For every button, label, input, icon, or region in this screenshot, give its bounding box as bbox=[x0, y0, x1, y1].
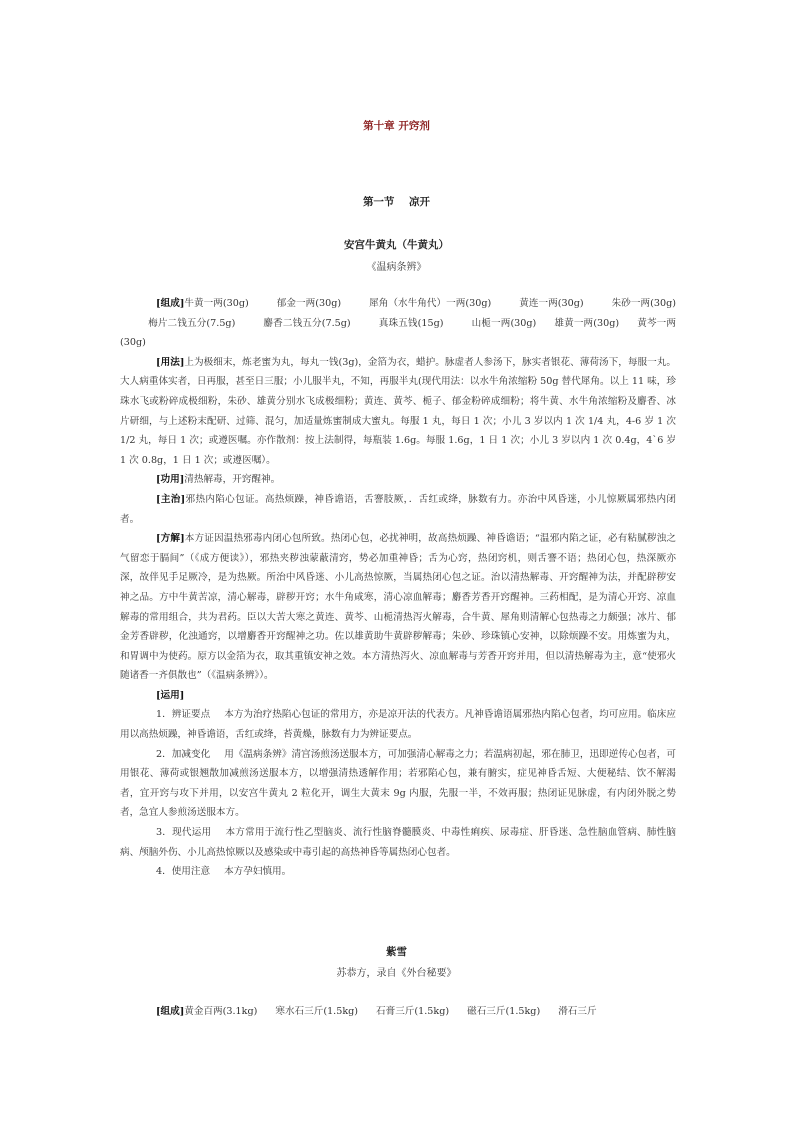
usage-text: 上为极细末，炼老蜜为丸，每丸一钱(3g)，金箔为衣，蜡护。脉虚者人参汤下，脉实者银花、薄荷汤下，每服一丸。大人病重体实者，日再服，甚至日三服；小儿服半丸，不知，再服半丸(现代用法：以水牛角浓缩粉 50g 替代犀角。以上 11 味，珍珠水飞或粉碎成极细粉，朱砂、雄黄分别水飞成极细粉；黄连、黄芩、栀子、郁金粉碎成细粉；将牛黄、水牛角浓缩粉及麝香、冰片研细，与上述粉末配研、过筛、混匀，加适量炼蜜制成大蜜丸。每服 1 丸，每日 1 次；小儿 3 岁以内 1 次 1/4 丸，4-6 岁 1 次 1/2 丸，每日 1 次；或遵医嘱。亦作散剂：按上法制得，每瓶装 1.6g。每服 1.6g，1 日 1 次；小儿 3 岁以内 1 次 0.4g，4`6 岁 1 次 0.8g，1 日 1 次；或遵医嘱）。 bbox=[120, 356, 676, 466]
ingredient: 麝香二钱五分(7.5g) bbox=[263, 317, 351, 329]
application-heading bbox=[120, 686, 676, 706]
formula-title: 安宫牛黄丸（牛黄丸） bbox=[344, 239, 449, 251]
analysis-label: [方解] bbox=[156, 533, 185, 545]
ingredient: 雄黄一两(30g) bbox=[554, 317, 620, 329]
usage-label: [用法] bbox=[156, 356, 185, 368]
application-item-num: 2．加减变化 bbox=[156, 748, 211, 760]
analysis-paragraph bbox=[120, 529, 676, 686]
ingredient: 梅片二钱五分(7.5g) bbox=[148, 317, 236, 329]
usage-paragraph bbox=[120, 353, 676, 471]
indication-paragraph bbox=[120, 490, 676, 529]
application-item-text: 本方常用于流行性乙型脑炎、流行性脑脊髓膜炎、中毒性痢疾、尿毒症、肝昏迷、急性脑血管病、肺性脑病、颅脑外伤、小儿高热惊厥以及感染或中毒引起的高热神昏等属热闭心包者。 bbox=[120, 827, 676, 858]
ingredient: 黄连一两(30g) bbox=[519, 298, 584, 309]
formula2-source: 苏恭方，录自《外台秘要》 bbox=[336, 968, 457, 979]
ingredient: 黄金百两(3.1kg) bbox=[184, 1006, 258, 1017]
ingredient: 滑石三斤 bbox=[558, 1006, 597, 1017]
ingredient: 牛黄一两(30g) bbox=[184, 298, 249, 309]
ingredient: 郁金一两(30g) bbox=[276, 298, 342, 309]
composition-label: [组成] bbox=[156, 298, 185, 309]
application-item bbox=[120, 745, 676, 823]
chapter-title: 第十章 开窍剂 bbox=[363, 120, 430, 132]
section-title: 第一节 凉开 bbox=[362, 196, 431, 208]
composition-paragraph bbox=[120, 294, 676, 353]
formula2-body bbox=[120, 1002, 676, 1022]
effect-paragraph bbox=[120, 470, 676, 490]
ingredient: 寒水石三斤(1.5kg) bbox=[275, 1006, 359, 1017]
composition-label: [组成] bbox=[156, 1006, 185, 1017]
application-item bbox=[120, 823, 676, 862]
ingredient: 山栀一两(30g) bbox=[471, 317, 537, 329]
ingredient: 黄芩一两(30g) bbox=[120, 317, 676, 349]
indication-text: 邪热内陷心包证。高热烦躁，神昏谵语，舌謇肢厥，．舌红或绛，脉数有力。亦治中风昏迷，小儿惊厥属邪热内闭者。 bbox=[120, 493, 676, 525]
formula2-title: 紫雪 bbox=[386, 946, 407, 958]
application-item-text: 用《温病条辨》清宫汤煎汤送服本方，可加强清心解毒之力；若温病初起，邪在肺卫，迅即逆传心包者，可用银花、薄荷或银翘散加减煎汤送服本方，以增强清热透解作用；若邪陷心包，兼有腑实，症见神昏舌短、大便秘结、饮不解渴者，宜开窍与攻下并用，以安宫牛黄丸 2 粒化开，调生大黄末 9g 内服，先服一半，不效再服；热闭证见脉虚，有内闭外脱之势者，急宜人参煎汤送服本方。 bbox=[120, 748, 676, 819]
effect-label: [功用] bbox=[156, 474, 185, 486]
application-item-text: 本方为治疗热陷心包证的常用方，亦是凉开法的代表方。凡神昏谵语属邪热内陷心包者，均可应用。临床应用以高热烦躁，神昏谵语，舌红或绛，苔黄燥，脉数有力为辨证要点。 bbox=[120, 709, 676, 741]
ingredient: 朱砂一两(30g) bbox=[611, 298, 676, 309]
application-item bbox=[120, 862, 676, 882]
formula-source: 《温病条辨》 bbox=[366, 262, 427, 273]
effect-text: 清热解毒，开窍醒神。 bbox=[184, 474, 281, 486]
application-label: [运用] bbox=[156, 689, 185, 701]
ingredient: 犀角（水牛角代）一两(30g) bbox=[369, 298, 492, 309]
formula-body bbox=[120, 294, 676, 882]
application-item-num: 1．辨证要点 bbox=[156, 709, 211, 721]
indication-label: [主治] bbox=[156, 493, 186, 505]
application-item-text: 本方孕妇慎用。 bbox=[224, 866, 292, 878]
ingredient: 真珠五钱(15g) bbox=[378, 317, 444, 329]
ingredient: 石膏三斤(1.5kg) bbox=[376, 1006, 450, 1017]
ingredient: 磁石三斤(1.5kg) bbox=[467, 1006, 541, 1017]
application-item-num: 4．使用注意 bbox=[156, 866, 211, 878]
formula2-composition bbox=[120, 1002, 676, 1022]
application-item-num: 3．现代运用 bbox=[156, 827, 212, 839]
application-item bbox=[120, 705, 676, 744]
analysis-text: 本方证因温热邪毒内闭心包所致。热闭心包，必扰神明，故高热烦躁、神昏谵语；“温邪内陷之证，必有粘腻秽浊之气留恋于膈间”（《成方便读》），邪热夹秽浊蒙蔽清窍，势必加重神昏；舌为心窍，热闭窍机，则舌謇不语；热闭心包，热深厥亦深，故伴见手足厥冷，是为热厥。所治中风昏迷、小儿高热惊厥，当属热闭心包之证。治以清热解毒、开窍醒神为法，并配辟秽安神之品。方中牛黄苦凉，清心解毒，辟秽开窍；水牛角咸寒，清心凉血解毒；麝香芳香开窍醒神。三药相配，是为清心开窍、凉血解毒的常用组合，共为君药。臣以大苦大寒之黄连、黄芩、山栀清热泻火解毒，合牛黄、犀角则清解心包热毒之力颇强；冰片、郁金芳香辟秽，化浊通窍，以增麝香开窍醒神之功。佐以雄黄助牛黄辟秽解毒；朱砂、珍珠镇心安神，以除烦躁不安。用炼蜜为丸，和胃调中为使药。原方以金箔为衣，取其重镇安神之效。本方清热泻火、凉血解毒与芳香开窍并用，但以清热解毒为主，意“使邪火随诸香一齐俱散也”（《温病条辨》）。 bbox=[120, 533, 676, 682]
